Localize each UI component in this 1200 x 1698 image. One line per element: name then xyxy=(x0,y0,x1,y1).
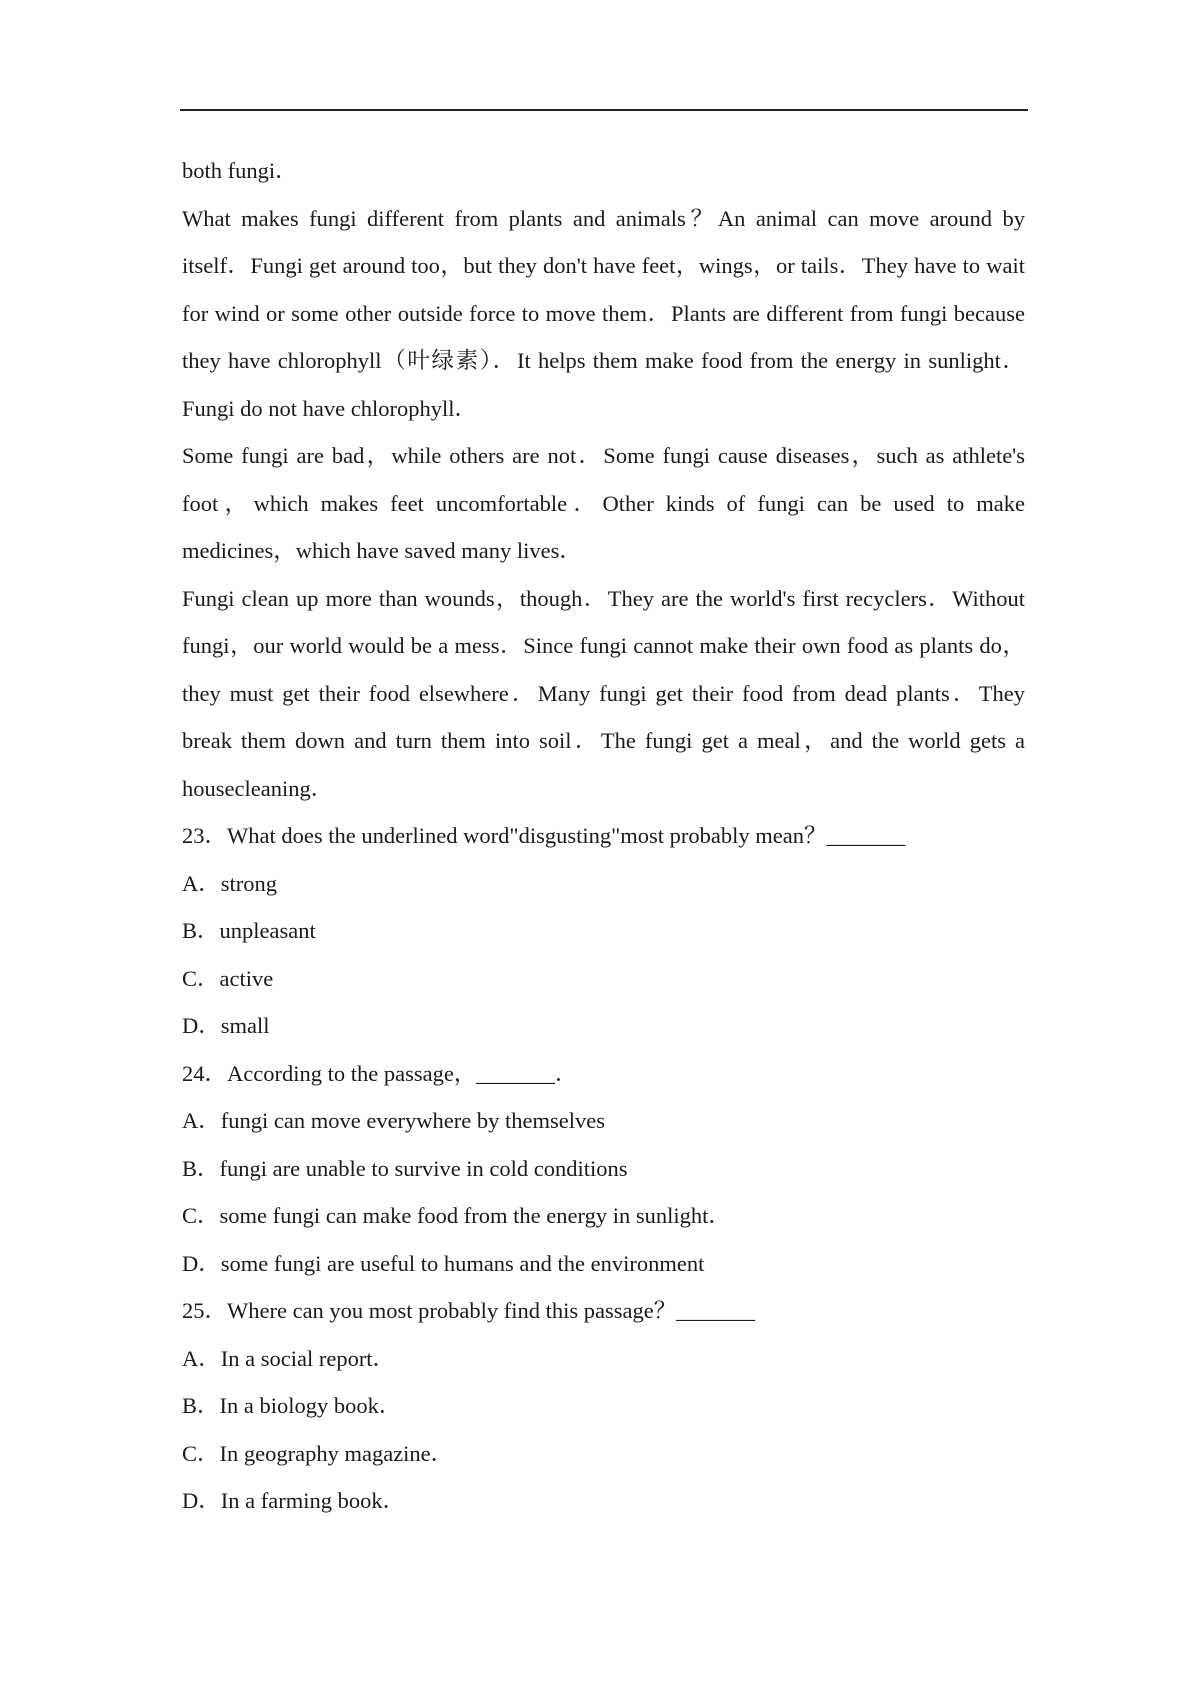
answer-option: D．In a farming book． xyxy=(182,1488,406,1513)
question-24 xyxy=(182,1050,1025,1288)
answer-option: C．In geography magazine． xyxy=(182,1440,454,1466)
answer-option: C．some fungi can make food from the energy in sunlight． xyxy=(182,1203,731,1228)
document-body xyxy=(182,147,1025,1525)
answer-option: B．fungi are unable to survive in cold conditions xyxy=(182,1155,628,1181)
answer-option: D．small xyxy=(182,1013,270,1038)
passage-paragraph: Fungi clean up more than wounds，though．They are the world's first recyclers．Without fungi，our world would be a mess．Since fungi cannot make their own food as plants do，they must get their food elsewhere．Many fungi get their food from dead plants．They break them down and turn them into soil．The fungi get a meal，and the world gets a housecleaning． xyxy=(182,585,1025,801)
question-25 xyxy=(182,1287,1025,1525)
answer-option: A．fungi can move everywhere by themselves xyxy=(182,1108,605,1133)
answer-option: B．In a biology book． xyxy=(182,1393,402,1418)
answer-option: A．strong xyxy=(182,870,277,896)
passage-paragraph: Some fungi are bad，while others are not．Some fungi cause diseases，such as athlete's foot，which makes feet uncomfortable．Other kinds of fungi can be used to make medicines，which have saved many lives． xyxy=(182,443,1025,563)
passage-paragraph: What makes fungi different from plants and animals？An animal can move around by itself．Fungi get around too，but they don't have feet，wings，or tails．They have to wait for wind or some other outside force to move them．Plants are different from fungi because they have chlorophyll（叶绿素）．It helps them make food from the energy in sunlight．Fungi do not have chlorophyll． xyxy=(182,205,1025,421)
answer-option: D．some fungi are useful to humans and the environment xyxy=(182,1250,705,1276)
question-stem: 23．What does the underlined word"disgusting"most probably mean？_______ xyxy=(182,823,906,848)
question-stem: 24．According to the passage，_______． xyxy=(182,1060,578,1086)
answer-option: C．active xyxy=(182,965,274,991)
header-rule xyxy=(180,109,1028,111)
passage-lead: both fungi． xyxy=(182,158,298,183)
question-stem: 25．Where can you most probably find this passage？_______ xyxy=(182,1298,756,1323)
question-23 xyxy=(182,812,1025,1050)
answer-option: A．In a social report． xyxy=(182,1345,396,1371)
answer-option: B．unpleasant xyxy=(182,918,316,943)
